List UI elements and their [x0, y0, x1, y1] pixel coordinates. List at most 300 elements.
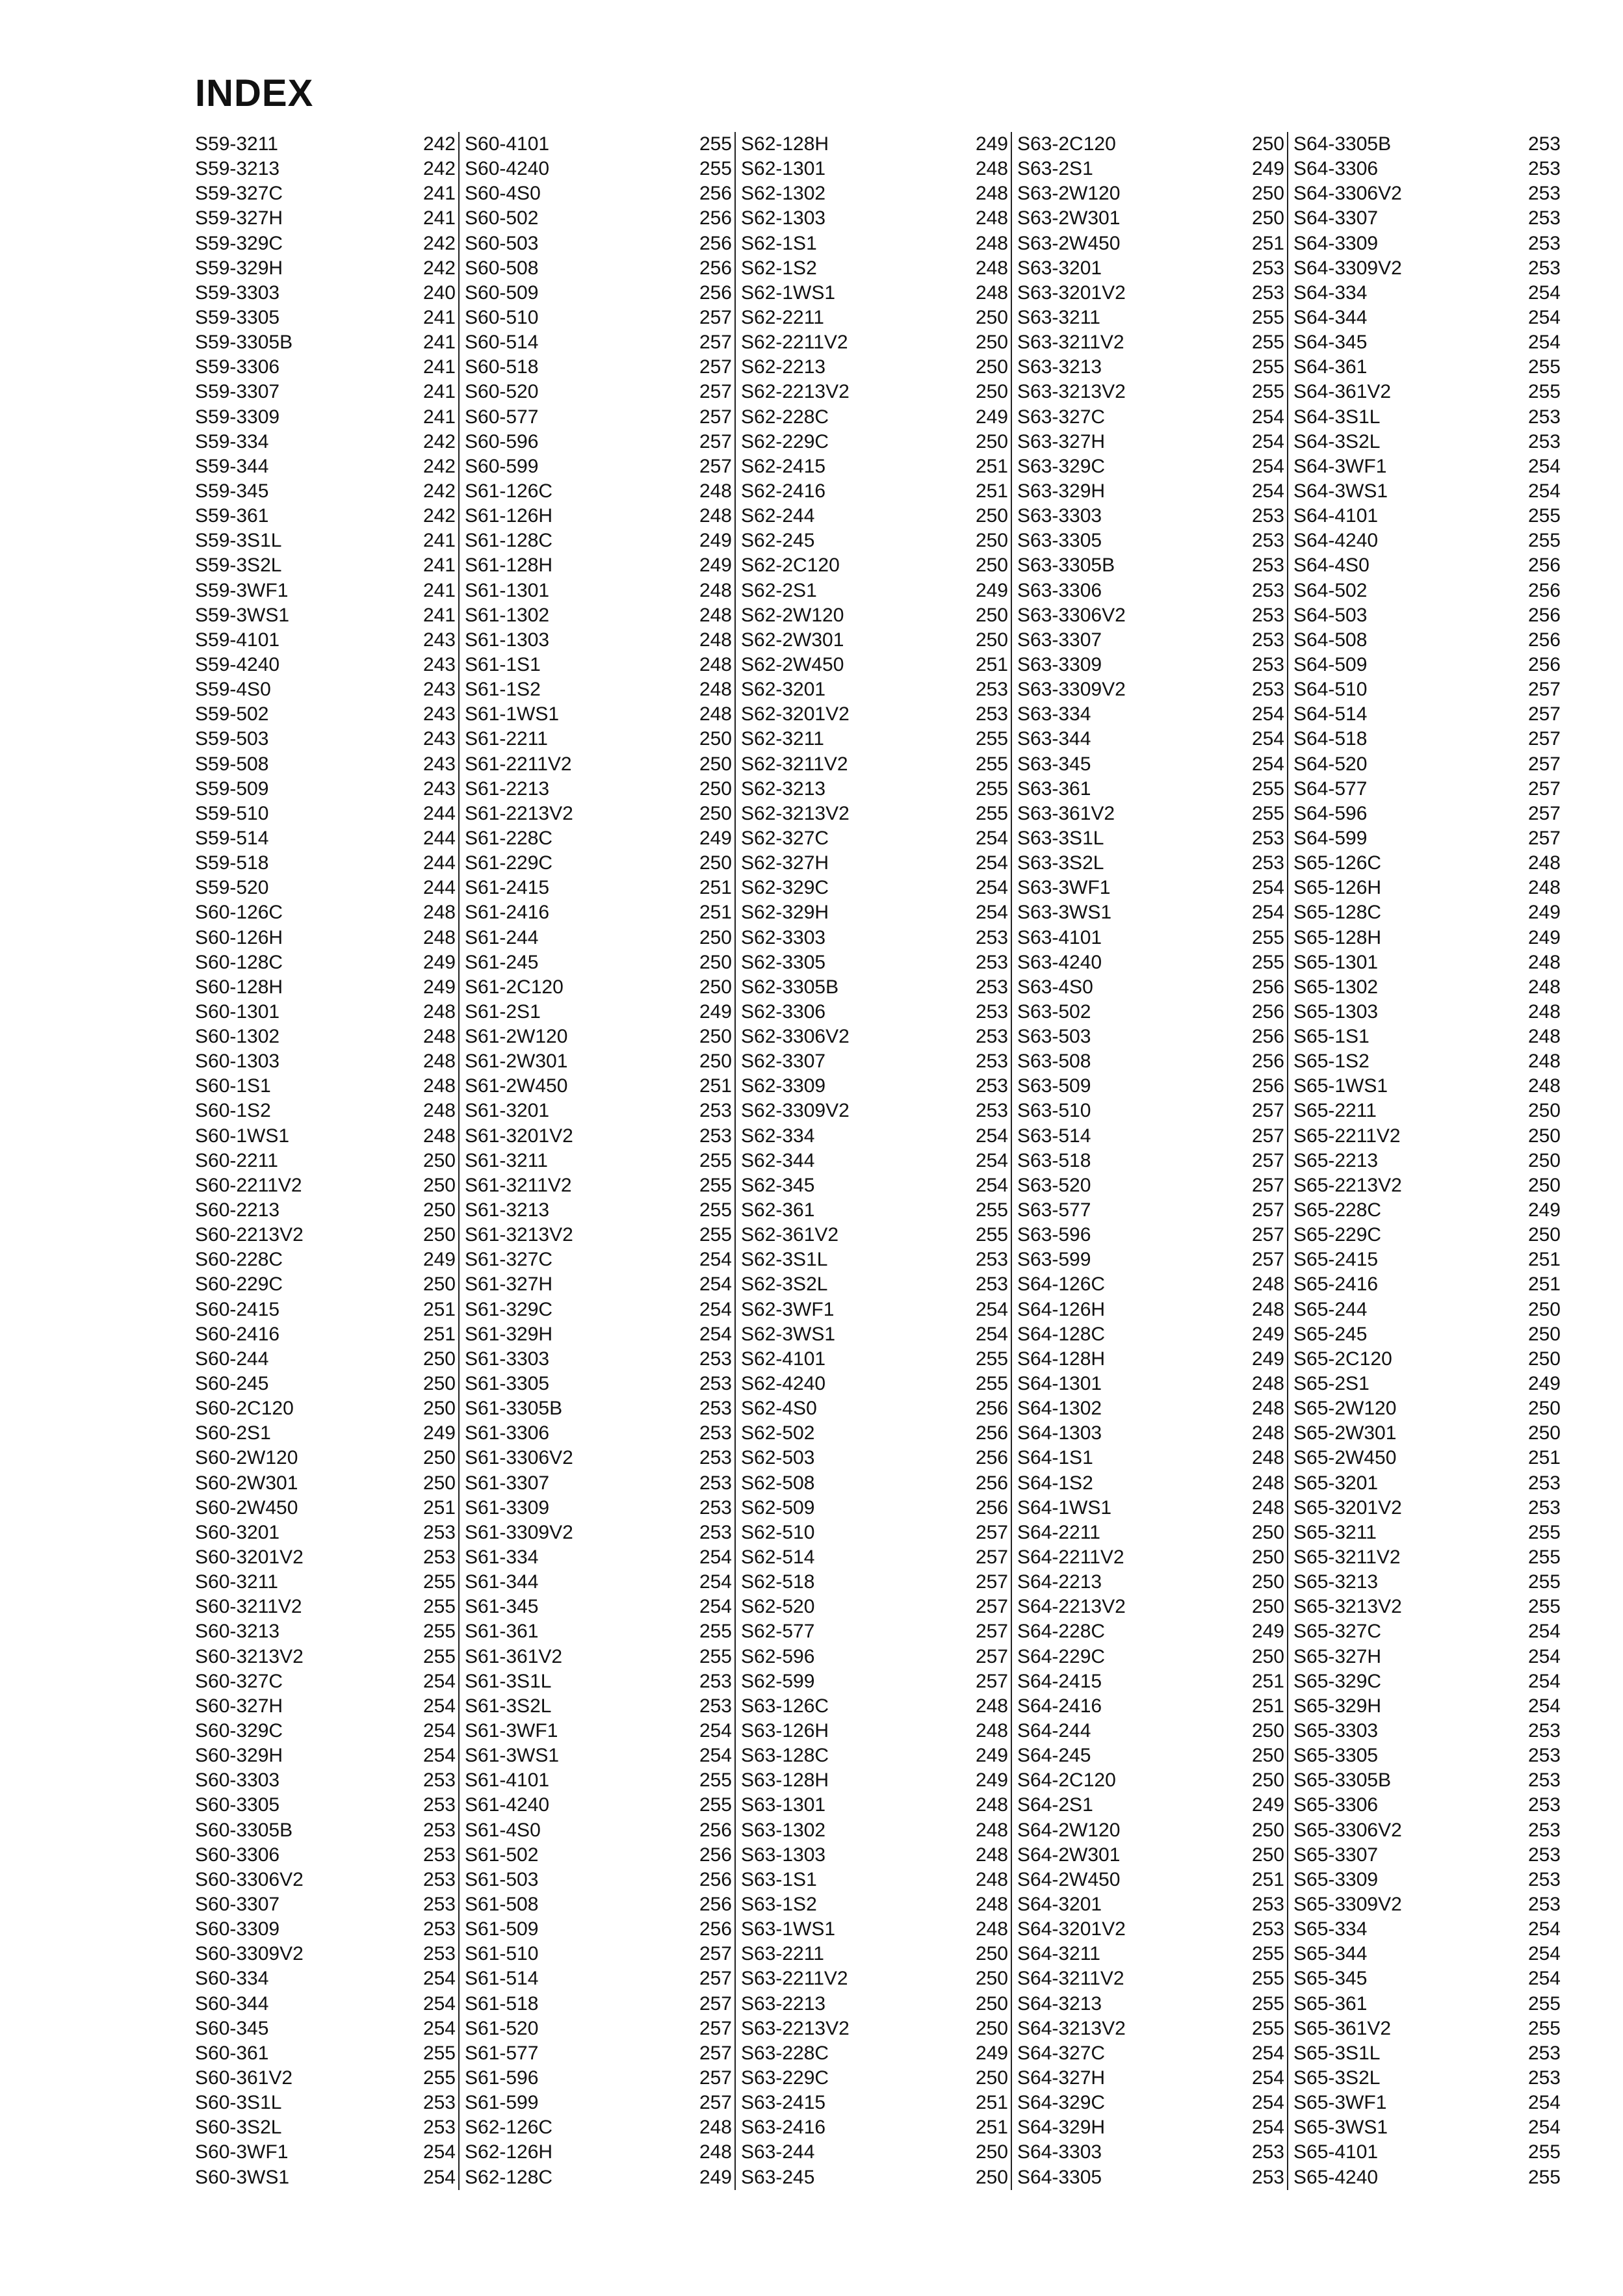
page-number: 254	[1527, 2117, 1561, 2139]
page-number: 254	[975, 852, 1008, 874]
page-number: 257	[699, 2092, 732, 2114]
index-entry	[736, 677, 1011, 702]
index-entry	[460, 1719, 734, 1743]
page-number: 257	[975, 1621, 1008, 1643]
page-number: 248	[1527, 1075, 1561, 1097]
page-number: 253	[1251, 629, 1284, 651]
product-code: S65-126H	[1293, 877, 1382, 899]
product-code: S61-4101	[465, 1769, 550, 1792]
product-code: S63-2S1	[1017, 158, 1093, 180]
product-code: S60-2415	[195, 1298, 280, 1320]
index-entry	[736, 430, 1011, 454]
index-entry	[1288, 1917, 1563, 1942]
index-entry	[1288, 1198, 1563, 1223]
page-number: 253	[422, 1943, 456, 1965]
index-entry	[1288, 1446, 1563, 1470]
product-code: S61-1S2	[465, 679, 541, 701]
index-entry	[460, 181, 734, 206]
index-entry	[460, 1520, 734, 1545]
product-code: S64-126C	[1017, 1273, 1106, 1296]
index-entry	[195, 1124, 458, 1149]
page-number: 257	[1251, 1125, 1284, 1147]
index-entry	[460, 306, 734, 330]
page-number: 248	[1527, 976, 1561, 998]
page-number: 251	[422, 1496, 456, 1519]
index-entry	[1288, 826, 1563, 851]
page-number: 253	[975, 1026, 1008, 1048]
index-entry	[460, 231, 734, 256]
index-entry	[195, 2066, 458, 2091]
index-entry	[736, 2041, 1011, 2066]
index-entry	[736, 1247, 1011, 1272]
index-entry	[460, 157, 734, 181]
page-number: 250	[975, 430, 1008, 452]
index-entry	[1012, 826, 1287, 851]
page-number: 256	[699, 1918, 732, 1940]
index-entry	[736, 1892, 1011, 1917]
index-entry	[1012, 1198, 1287, 1223]
index-entry	[195, 876, 458, 900]
product-code: S62-4S0	[741, 1398, 817, 1420]
page-number: 257	[975, 1546, 1008, 1569]
index-entry	[1012, 1000, 1287, 1024]
page-number: 250	[975, 2067, 1008, 2089]
product-code: S63-244	[741, 2141, 815, 2163]
index-entry	[736, 1322, 1011, 1347]
page-number: 248	[422, 1026, 456, 1048]
product-code: S65-3201	[1293, 1472, 1379, 1494]
product-code: S63-3306	[1017, 579, 1102, 601]
page-number: 254	[699, 1745, 732, 1767]
page-number: 255	[1527, 2166, 1561, 2188]
page-number: 255	[699, 1769, 732, 1792]
product-code: S60-1WS1	[195, 1125, 290, 1147]
index-entry	[1012, 1645, 1287, 1669]
index-entry	[736, 851, 1011, 876]
page-number: 253	[1527, 1819, 1561, 1841]
product-code: S62-599	[741, 1670, 815, 1692]
index-entry	[195, 1619, 458, 1644]
product-code: S63-344	[1017, 728, 1091, 750]
index-entry	[460, 702, 734, 727]
page-number: 250	[699, 926, 732, 948]
page-number: 253	[1527, 2067, 1561, 2089]
index-entry	[736, 802, 1011, 826]
index-entry	[1012, 330, 1287, 355]
product-code: S65-1301	[1293, 951, 1379, 973]
page-number: 253	[699, 1695, 732, 1717]
product-code: S64-509	[1293, 653, 1368, 675]
index-entry	[460, 479, 734, 504]
page-number: 256	[1251, 976, 1284, 998]
page-number: 253	[1251, 852, 1284, 874]
index-entry	[1288, 1149, 1563, 1173]
page-number: 253	[1527, 1794, 1561, 1816]
page-number: 254	[699, 1596, 732, 1618]
page-number: 255	[1251, 802, 1284, 824]
product-code: S65-229C	[1293, 1224, 1382, 1246]
page-number: 253	[1527, 1868, 1561, 1890]
product-code: S65-3S2L	[1293, 2067, 1381, 2089]
product-code: S62-1302	[741, 183, 826, 205]
index-entry	[460, 2140, 734, 2165]
index-entry	[1012, 2041, 1287, 2066]
index-entry	[736, 603, 1011, 628]
product-code: S60-2211	[195, 1149, 278, 1171]
index-entry	[460, 1992, 734, 2016]
page-number: 249	[699, 827, 732, 849]
product-code: S61-2213V2	[465, 802, 573, 824]
product-code: S63-4S0	[1017, 976, 1093, 998]
product-code: S62-128H	[741, 133, 829, 155]
product-code: S59-3WS1	[195, 604, 290, 626]
page-number: 249	[1527, 902, 1561, 924]
page-number: 248	[1527, 1000, 1561, 1023]
product-code: S61-128C	[465, 530, 553, 552]
product-code: S60-329C	[195, 1720, 283, 1742]
page-number: 250	[1527, 1398, 1561, 1420]
product-code: S60-128C	[195, 951, 283, 973]
index-entry	[1012, 1322, 1287, 1347]
product-code: S59-3211	[195, 133, 278, 155]
product-code: S60-345	[195, 2017, 269, 2039]
page-number: 257	[699, 455, 732, 477]
page-number: 248	[1251, 1447, 1284, 1469]
page-number: 253	[1251, 281, 1284, 304]
index-entry	[1012, 727, 1287, 751]
product-code: S61-334	[465, 1546, 539, 1569]
product-code: S62-3306	[741, 1000, 826, 1023]
index-entry	[736, 1645, 1011, 1669]
page-number: 253	[1527, 133, 1561, 155]
product-code: S60-3306V2	[195, 1868, 304, 1890]
index-entry	[195, 1223, 458, 1247]
index-entry	[1288, 579, 1563, 603]
product-code: S60-2C120	[195, 1398, 294, 1420]
index-entry	[736, 900, 1011, 925]
page-number: 253	[699, 1100, 732, 1122]
page-number: 249	[1527, 926, 1561, 948]
product-code: S63-3S1L	[1017, 827, 1104, 849]
index-entry	[1288, 1322, 1563, 1347]
product-code: S60-508	[465, 257, 539, 279]
page-number: 257	[1527, 728, 1561, 750]
page-number: 248	[975, 1844, 1008, 1866]
page-number: 255	[699, 158, 732, 180]
page-number: 257	[1527, 753, 1561, 775]
page-number: 255	[1251, 1968, 1284, 1990]
index-entry	[1288, 1868, 1563, 1892]
product-code: S63-3WF1	[1017, 877, 1111, 899]
page-number: 254	[1251, 2067, 1284, 2089]
product-code: S64-334	[1293, 281, 1368, 304]
index-entry	[1012, 2115, 1287, 2140]
page-number: 250	[1251, 183, 1284, 205]
page-number: 254	[1527, 1695, 1561, 1717]
product-code: S59-514	[195, 827, 269, 849]
index-entry	[195, 1818, 458, 1843]
index-entry	[1288, 2016, 1563, 2041]
page-number: 251	[975, 653, 1008, 675]
index-entry	[736, 1074, 1011, 1099]
product-code: S59-329C	[195, 232, 283, 254]
page-number: 253	[975, 1000, 1008, 1023]
index-entry	[195, 1868, 458, 1892]
page-number: 250	[699, 1026, 732, 1048]
product-code: S62-3201V2	[741, 703, 850, 725]
product-code: S62-345	[741, 1174, 815, 1196]
page-number: 253	[422, 1893, 456, 1915]
page-number: 255	[699, 1199, 732, 1221]
index-entry	[460, 1298, 734, 1322]
product-code: S60-4101	[465, 133, 550, 155]
product-code: S61-3WF1	[465, 1720, 558, 1742]
index-entry	[1012, 1570, 1287, 1595]
page-number: 255	[975, 1199, 1008, 1221]
index-entry	[1012, 1868, 1287, 1892]
page-number: 242	[422, 158, 456, 180]
product-code: S65-2416	[1293, 1273, 1379, 1296]
product-code: S63-1S2	[741, 1893, 817, 1915]
page-number: 255	[699, 1224, 732, 1246]
index-entry	[1012, 603, 1287, 628]
product-code: S65-361V2	[1293, 2017, 1392, 2039]
product-code: S64-2213	[1017, 1571, 1102, 1593]
page-number: 256	[699, 232, 732, 254]
page-number: 255	[975, 728, 1008, 750]
product-code: S64-329C	[1017, 2092, 1106, 2114]
product-code: S63-2211V2	[741, 1968, 848, 1990]
index-entry	[195, 306, 458, 330]
page-number: 255	[1527, 1596, 1561, 1618]
product-code: S63-327H	[1017, 430, 1106, 452]
product-code: S60-596	[465, 430, 539, 452]
product-code: S64-4S0	[1293, 554, 1370, 577]
index-entry	[1288, 1818, 1563, 1843]
product-code: S62-3307	[741, 1050, 826, 1073]
index-entry	[1288, 1595, 1563, 1619]
product-code: S62-596	[741, 1645, 815, 1667]
product-code: S62-2211V2	[741, 332, 848, 354]
product-code: S59-327H	[195, 207, 283, 229]
page-number: 254	[422, 1670, 456, 1692]
product-code: S65-329C	[1293, 1670, 1382, 1692]
page-number: 249	[1527, 1373, 1561, 1395]
page-number: 253	[422, 1844, 456, 1866]
product-code: S60-3307	[195, 1893, 280, 1915]
product-code: S63-514	[1017, 1125, 1091, 1147]
product-code: S60-2S1	[195, 1422, 271, 1444]
page-number: 250	[975, 554, 1008, 577]
page-number: 250	[1527, 1100, 1561, 1122]
index-entry	[736, 826, 1011, 851]
index-entry	[736, 1198, 1011, 1223]
product-code: S62-3WF1	[741, 1298, 835, 1320]
index-entry	[1288, 1545, 1563, 1570]
page-number: 250	[975, 332, 1008, 354]
page-number: 250	[699, 802, 732, 824]
product-code: S63-334	[1017, 703, 1091, 725]
index-entry	[736, 2115, 1011, 2140]
index-entry	[736, 1124, 1011, 1149]
index-entry	[460, 1223, 734, 1247]
product-code: S63-3309	[1017, 653, 1102, 675]
index-entry	[460, 1396, 734, 1421]
product-code: S62-509	[741, 1496, 815, 1519]
page-number: 248	[422, 926, 456, 948]
page-number: 251	[699, 902, 732, 924]
product-code: S61-3201	[465, 1100, 550, 1122]
index-entry	[1012, 157, 1287, 181]
product-code: S64-4101	[1293, 505, 1379, 527]
page-number: 257	[699, 406, 732, 428]
index-entry	[1288, 157, 1563, 181]
product-code: S62-344	[741, 1149, 815, 1171]
product-code: S60-228C	[195, 1249, 283, 1271]
index-entry	[195, 1272, 458, 1297]
index-entry	[1012, 1966, 1287, 1991]
product-code: S61-2W120	[465, 1026, 568, 1048]
index-entry	[195, 1669, 458, 1694]
product-code: S61-329C	[465, 1298, 553, 1320]
index-column-3	[734, 132, 1011, 2190]
page-number: 250	[422, 1273, 456, 1296]
index-entry	[1288, 727, 1563, 751]
page-number: 256	[699, 257, 732, 279]
index-entry	[1012, 777, 1287, 802]
product-code: S60-3211V2	[195, 1596, 302, 1618]
product-code: S63-329C	[1017, 455, 1106, 477]
product-code: S61-3S1L	[465, 1670, 552, 1692]
page-number: 241	[422, 406, 456, 428]
page-number: 249	[975, 406, 1008, 428]
product-code: S60-3S1L	[195, 2092, 282, 2114]
index-entry	[195, 1471, 458, 1496]
product-code: S62-2416	[741, 480, 826, 502]
page-number: 250	[975, 2017, 1008, 2039]
product-code: S62-229C	[741, 430, 829, 452]
product-code: S64-3201V2	[1017, 1918, 1126, 1940]
product-code: S63-3213V2	[1017, 381, 1126, 403]
page-number: 254	[975, 1149, 1008, 1171]
product-code: S62-502	[741, 1422, 815, 1444]
page-number: 253	[422, 1546, 456, 1569]
product-code: S63-4240	[1017, 951, 1102, 973]
product-code: S59-327C	[195, 183, 283, 205]
product-code: S63-4101	[1017, 926, 1102, 948]
index-table	[195, 132, 1563, 2190]
index-entry	[195, 2016, 458, 2041]
index-entry	[736, 1917, 1011, 1942]
product-code: S64-3306V2	[1293, 183, 1402, 205]
index-entry	[1288, 1768, 1563, 1793]
index-entry	[195, 479, 458, 504]
page-number: 250	[975, 604, 1008, 626]
index-entry	[736, 2016, 1011, 2041]
page-number: 255	[422, 2067, 456, 2089]
product-code: S63-1S1	[741, 1868, 817, 1890]
page-number: 255	[975, 802, 1008, 824]
index-entry	[460, 256, 734, 281]
index-entry	[1012, 281, 1287, 306]
product-code: S62-2W450	[741, 653, 844, 675]
product-code: S62-1S2	[741, 257, 817, 279]
index-entry	[195, 2115, 458, 2140]
product-code: S61-3211V2	[465, 1174, 572, 1196]
index-entry	[736, 206, 1011, 231]
page-number: 253	[1527, 158, 1561, 180]
index-entry	[195, 1421, 458, 1446]
index-entry	[1012, 1545, 1287, 1570]
product-code: S61-3S2L	[465, 1695, 552, 1717]
product-code: S62-128C	[465, 2166, 553, 2188]
index-entry	[460, 1892, 734, 1917]
product-code: S61-2211	[465, 728, 548, 750]
page-number: 255	[1251, 381, 1284, 403]
product-code: S63-245	[741, 2166, 815, 2188]
page-number: 254	[699, 1249, 732, 1271]
page-number: 255	[1527, 381, 1561, 403]
product-code: S65-327H	[1293, 1645, 1382, 1667]
product-code: S59-345	[195, 480, 269, 502]
index-entry	[195, 752, 458, 777]
page-number: 253	[975, 1249, 1008, 1271]
index-entry	[736, 2140, 1011, 2165]
product-code: S61-2C120	[465, 976, 564, 998]
index-entry	[460, 430, 734, 454]
product-code: S60-244	[195, 1348, 269, 1370]
index-entry	[736, 1942, 1011, 1966]
product-code: S60-509	[465, 281, 539, 304]
index-entry	[460, 132, 734, 157]
page-number: 251	[422, 1298, 456, 1320]
index-entry	[1012, 926, 1287, 950]
index-entry	[1288, 752, 1563, 777]
page-number: 248	[422, 902, 456, 924]
product-code: S62-245	[741, 530, 815, 552]
page-number: 256	[1527, 629, 1561, 651]
index-entry	[195, 1049, 458, 1074]
page-number: 248	[975, 1794, 1008, 1816]
product-code: S61-344	[465, 1571, 539, 1593]
index-entry	[195, 1446, 458, 1470]
page-number: 253	[422, 2092, 456, 2114]
product-code: S63-503	[1017, 1026, 1091, 1048]
product-code: S64-2211	[1017, 1521, 1100, 1543]
page-number: 248	[1527, 951, 1561, 973]
page-number: 257	[975, 1645, 1008, 1667]
product-code: S64-520	[1293, 753, 1368, 775]
product-code: S59-4240	[195, 653, 280, 675]
index-entry	[460, 777, 734, 802]
page-number: 251	[699, 877, 732, 899]
index-entry	[460, 752, 734, 777]
page-number: 250	[422, 1398, 456, 1420]
page-number: 248	[1251, 1298, 1284, 1320]
index-entry	[460, 1000, 734, 1024]
index-entry	[1288, 206, 1563, 231]
page-number: 249	[975, 133, 1008, 155]
index-entry	[1288, 454, 1563, 479]
product-code: S60-2213V2	[195, 1224, 304, 1246]
product-code: S61-3305B	[465, 1398, 563, 1420]
page-number: 253	[975, 1050, 1008, 1073]
product-code: S63-2W450	[1017, 232, 1121, 254]
page-number: 241	[422, 183, 456, 205]
product-code: S61-361V2	[465, 1645, 563, 1667]
index-entry	[1288, 628, 1563, 653]
page-number: 253	[422, 1819, 456, 1841]
